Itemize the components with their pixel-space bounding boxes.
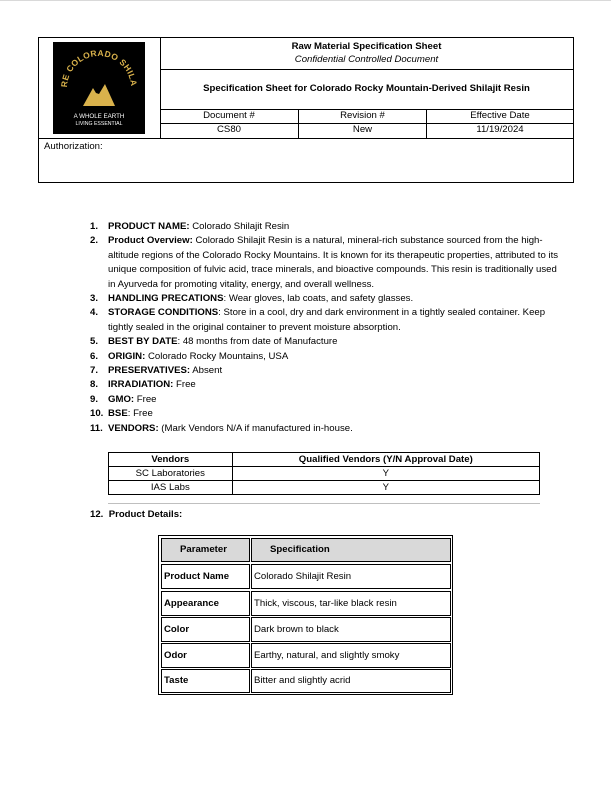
list-item: 8. IRRADIATION: Free [90,379,196,391]
vendors-header: Vendors [109,453,233,467]
effective-date-label: Effective Date [470,110,530,121]
effective-date-value: 11/19/2024 [476,124,524,135]
logo-cell [39,38,161,138]
header-columns-row [160,109,573,124]
page-top-border [0,0,611,1]
list-item: 3. HANDLING PRECATIONS: Wear gloves, lab coats, and safety glasses. [90,293,414,305]
table-row [109,467,540,481]
vendor-qualified: Y [232,467,539,481]
qualified-vendors-header: Qualified Vendors (Y/N Approval Date) [232,453,539,467]
doc-subtitle: Confidential Controlled Document [294,54,439,65]
revision-value: New [299,123,427,138]
doc-title: Raw Material Specification Sheet [291,41,442,52]
spec-cell: Bitter and slightly acrid [251,669,451,693]
list-item: 1. PRODUCT NAME: Colorado Shilajit Resin [90,221,290,232]
param-cell: Taste [161,669,250,693]
authorization-row [39,138,573,182]
vendor-name: IAS Labs [109,481,233,495]
mountain-logo-icon [53,42,145,134]
spec-cell: Colorado Shilajit Resin [251,564,451,589]
spec-cell: Dark brown to black [251,617,451,642]
list-item: 9. GMO: Free [90,393,157,405]
param-cell: Product Name [161,564,250,589]
spec-cell: Thick, viscous, tar-like black resin [251,591,451,616]
header-values-row [160,123,573,138]
document-header [38,37,574,183]
spec-title: Specification Sheet for Colorado Rocky Mountain-Derived Shilajit Resin [160,69,573,110]
product-details-table [158,535,453,695]
company-logo [53,42,145,134]
header-title-row [160,38,573,70]
revision-label: Revision # [299,109,427,123]
list-item: 6. ORIGIN: Colorado Rocky Mountains, USA [90,350,289,362]
list-item: 10. BSE: Free [90,408,153,420]
logo-tagline-2: LIVING ESSENTIAL [75,121,123,127]
spec-list [90,220,560,436]
parameter-header: Parameter [161,538,250,562]
param-cell: Odor [161,643,250,668]
vendor-name: SC Laboratories [109,467,233,481]
document-number-value: CS80 [160,123,299,138]
vendor-qualified: Y [232,481,539,495]
param-cell: Color [161,617,250,642]
document-number-label: Document # [160,109,299,123]
logo-tagline-1: A WHOLE EARTH [73,113,125,120]
spec-cell: Earthy, natural, and slightly smoky [251,643,451,668]
authorization-label: Authorization: [44,141,103,152]
list-item: 2. Product Overview: Colorado Shilajit Resin is a natural, mineral-rich substance sourced from the high-altitude regions of the Colorado Rocky Mountains. It is known for its therapeutic properties, attributed to its unique composition of fulvic acid, trace minerals, and bioactive compounds. This resin is traditionally used in Ayurveda for promoting vitality, energy, and overall wellness. [90,235,559,290]
list-item: 4. STORAGE CONDITIONS: Store in a cool, dry and dark environment in a tightly sealed container. Keep tightly sealed in the original container to prevent moisture absorption. [90,307,546,333]
specification-header: Specification [251,538,451,562]
param-cell: Appearance [161,591,250,616]
list-item: 7. PRESERVATIVES: Absent [90,365,223,377]
logo-arc-text: RE COLORADO SHILA [58,47,140,88]
list-item: 11. VENDORS: (Mark Vendors N/A if manufactured in-house. [90,422,353,434]
table-header-row [109,453,540,467]
svg-text:PURE COLORADO SHILAJIT [53,42,139,88]
table-row [109,481,540,495]
product-details-heading: 12. Product Details: [90,509,183,520]
list-item: 5. BEST BY DATE: 48 months from date of Manufacture [90,336,338,348]
vendors-table [108,452,540,495]
section-divider [108,503,540,504]
